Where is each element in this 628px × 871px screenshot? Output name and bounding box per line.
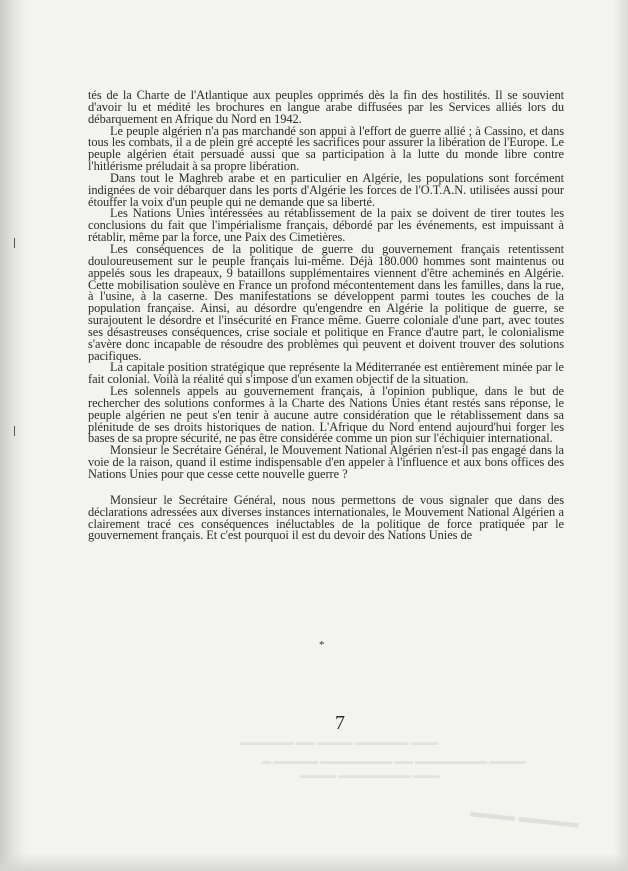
section-separator: * bbox=[319, 639, 325, 651]
paragraph: Monsieur le Secrétaire Général, le Mouvement National Algérien n'est-il pas engagé dans la voie de la raison, quand il estime indispensable d'en appeler à l'influence et aux bons offices des Nations Unies pour que cesse cette nouvelle guerre ? bbox=[88, 443, 564, 481]
binding-mark bbox=[14, 426, 19, 436]
paragraph: La capitale position stratégique que représente la Méditerranée est entièrement minée par le fait colonial. Voilà la réalité qui s'impose d'un examen objectif de la situation. bbox=[88, 360, 564, 387]
paragraph: Dans tout le Maghreb arabe et en particulier en Algérie, les populations sont forcément indignées de voir débarquer dans les ports d'Algérie les forces de l'O.T.A.N. utilisées aussi pour étouffer la voix d'un peuple qui ne demande que sa liberté. bbox=[88, 170, 564, 209]
paragraph: tés de la Charte de l'Atlantique aux peuples opprimés dès la fin des hostilités. Il se souvient d'avoir lu et médité les brochures en langue arabe diffusées par les Services alliés lors du débarquement en Afrique du Nord en 1942. bbox=[88, 88, 564, 126]
show-through-text: ▬▬▬ ▬▬▬▬▬▬ ▬▬▬▬ ▬▬ ▬▬▬▬▬▬ bbox=[240, 737, 438, 747]
paragraph: Les conséquences de la politique de guerre du gouvernement français retentissent douloureusement sur le peuple français lui-même. Déjà 180.000 hommes sont maintenus ou appelés sous les drapeaux, 9 bataillons supplémentaires viennent d'être acheminés en Algérie. Cette mobilisation soulève en France un profond mécontentement dans les familles, dans la rue, à l'usine, à la caserne. Des manifestations se développent parmi toutes les couches de la population française. Ainsi, au désordre qu'engendre en Algérie la politique de guerre, se surajoutent le désordre et l'insécurité en France même. Guerre coloniale d'une part, avec toutes ses désastreuses conséquences, crise sociale et politique en France d'autre part, le colonialisme s'avère donc incapable de résoudre des problèmes qui peuvent et doivent trouver des solutions pacifiques. bbox=[88, 241, 564, 363]
page-bottom-edge bbox=[0, 853, 628, 871]
show-through-text: ▬▬▬ ▬▬▬▬▬▬▬▬ ▬▬▬▬ bbox=[300, 770, 440, 780]
paragraph: Le peuple algérien n'a pas marchandé son appui à l'effort de guerre allié ; à Cassino, et dans tous les combats, il a de plein gré accepté les sacrifices pour assurer la libération de l'Europe. Le peuple algérien était persuadé aussi que sa participation à la lutte du monde libre contre l'hitlérisme préludait à sa propre libération. bbox=[88, 123, 564, 174]
page-right-edge bbox=[614, 0, 628, 871]
body-text bbox=[88, 90, 564, 542]
paragraph: Monsieur le Secrétaire Général, nous nous permettons de vous signaler que dans des déclarations adressées aux diverses instances internationales, le Mouvement National Algérien a clairement tracé ces conséquences inéluctables de la politique de force pratiquée par le gouvernement français. Et c'est pourquoi il est du devoir des Nations Unies de bbox=[88, 492, 564, 543]
paragraph: Les solennels appels au gouvernement français, à l'opinion publique, dans le but de rechercher des solutions conformes à la Charte des Nations Unies étant restés sans réponse, le peuple algérien ne peut s'en tenir à aucune autre considération que le rétablissement dans sa plénitude de ses droits historiques de nation. L'Afrique du Nord entend aujourd'hui forger les bases de sa propre sécurité, ne pas être considérée comme un pion sur l'échiquier international. bbox=[88, 384, 564, 446]
binding-mark bbox=[14, 238, 19, 248]
paragraph: Les Nations Unies intéressées au rétablissement de la paix se doivent de tirer toutes les conclusions du fait que l'impérialisme français, débordé par les événements, est impuissant à rétablir, même par la force, une Paix des Cimetières. bbox=[88, 206, 564, 245]
show-through-price: ▬▬▬▬ ▬▬▬ bbox=[469, 804, 580, 832]
show-through-text: ▬▬▬▬ ▬▬▬▬▬▬▬▬ ▬▬ ▬▬▬▬▬▬▬▬ ▬▬▬▬▬ ▬ bbox=[262, 756, 526, 766]
page-number: 7 bbox=[335, 712, 345, 734]
